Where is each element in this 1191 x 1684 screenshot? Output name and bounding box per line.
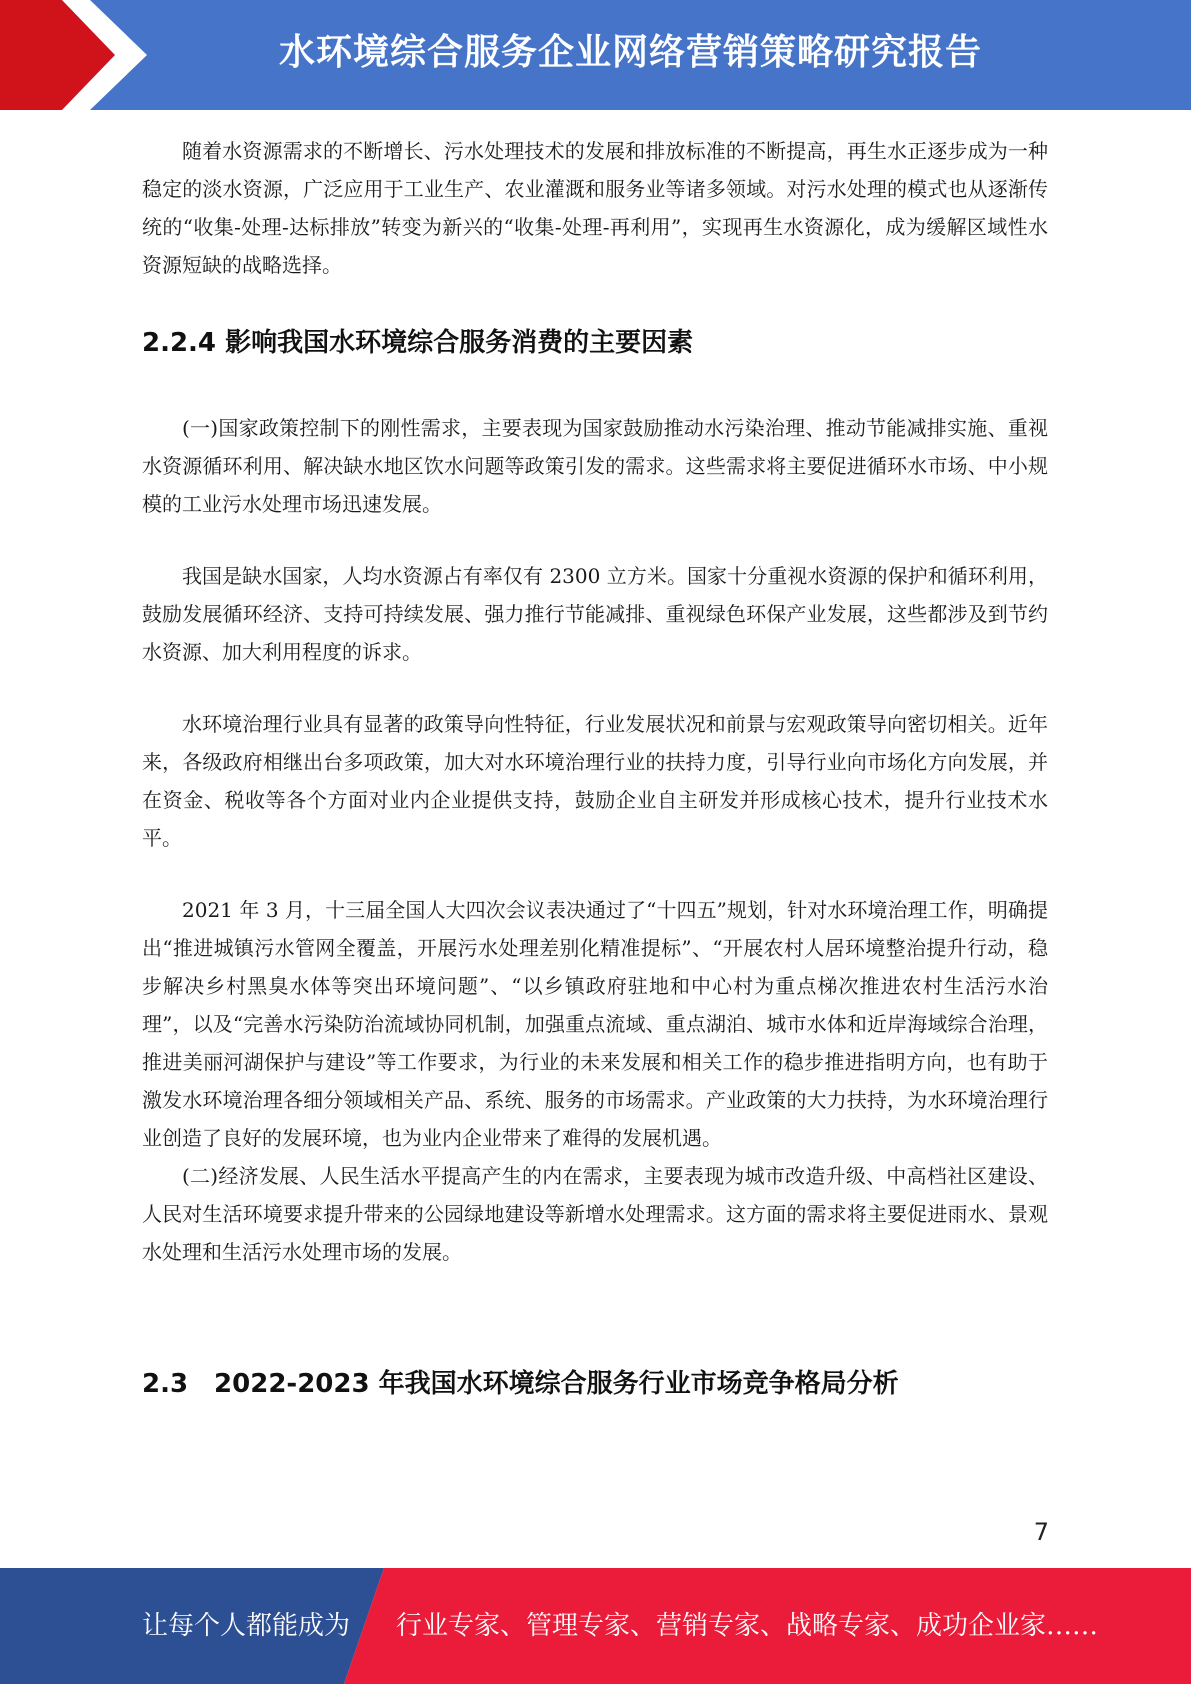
main-content (142, 132, 1048, 1400)
paragraph-policy-demand: (一)国家政策控制下的刚性需求，主要表现为国家鼓励推动水污染治理、推动节能减排实施、重视水资源循环利用、解决缺水地区饮水问题等政策引发的需求。这些需求将主要促进循环水市场、中小规模的工业污水处理市场迅速发展。 (142, 416, 1048, 516)
footer-slogan-right: 行业专家、管理专家、营销专家、战略专家、成功企业家…… (396, 1611, 1099, 1641)
footer-slogan-left: 让每个人都能成为 (142, 1611, 351, 1641)
paragraph-policy-orientation: 水环境治理行业具有显著的政策导向性特征，行业发展状况和前景与宏观政策导向密切相关。近年来，各级政府相继出台多项政策，加大对水环境治理行业的扶持力度，引导行业向市场化方向发展，并在资金、税收等各个方面对业内企业提供支持，鼓励企业自主研发并形成核心技术，提升行业技术水平。 (142, 712, 1048, 850)
paragraph-water-scarcity: 我国是缺水国家，人均水资源占有率仅有 2300 立方米。国家十分重视水资源的保护和循环利用，鼓励发展循环经济、支持可持续发展、强力推行节能减排、重视绿色环保产业发展，这些都涉及到节约水资源、加大利用程度的诉求。 (142, 564, 1048, 664)
paragraph-economic-demand: (二)经济发展、人民生活水平提高产生的内在需求，主要表现为城市改造升级、中高档社区建设、人民对生活环境要求提升带来的公园绿地建设等新增水处理需求。这方面的需求将主要促进雨水、景观水处理和生活污水处理市场的发展。 (142, 1164, 1048, 1264)
page-number: 7 (1033, 1518, 1049, 1546)
paragraph-recycled-water: 随着水资源需求的不断增长、污水处理技术的发展和排放标准的不断提高，再生水正逐步成为一种稳定的淡水资源，广泛应用于工业生产、农业灌溉和服务业等诸多领域。对污水处理的模式也从逐渐传统的“收集-处理-达标排放”转变为新兴的“收集-处理-再利用”，实现再生水资源化，成为缓解区域性水资源短缺的战略选择。 (142, 139, 1048, 277)
section-heading-2-3: 2.3 2022-2023 年我国水环境综合服务行业市场竞争格局分析 (142, 1369, 899, 1399)
section-heading-2-2-4: 2.2.4 影响我国水环境综合服务消费的主要因素 (142, 328, 694, 358)
page-header (0, 0, 1191, 110)
paragraph-14th-five-year-plan: 2021 年 3 月，十三届全国人大四次会议表决通过了“十四五”规划，针对水环境治理工作，明确提出“推进城镇污水管网全覆盖，开展污水处理差别化精准提标”、“开展农村人居环境整治提升行动，稳步解决乡村黑臭水体等突出环境问题”、“以乡镇政府驻地和中心村为重点梯次推进农村生活污水治理”，以及“完善水污染防治流域协同机制，加强重点流域、重点湖泊、城市水体和近岸海域综合治理，推进美丽河湖保护与建设”等工作要求，为行业的未来发展和相关工作的稳步推进指明方向，也有助于激发水环境治理各细分领域相关产品、系统、服务的市场需求。产业政策的大力扶持，为水环境治理行业创造了良好的发展环境，也为业内企业带来了难得的发展机遇。 (142, 898, 1048, 1150)
page-footer (0, 1568, 1191, 1684)
report-title: 水环境综合服务企业网络营销策略研究报告 (278, 32, 982, 73)
